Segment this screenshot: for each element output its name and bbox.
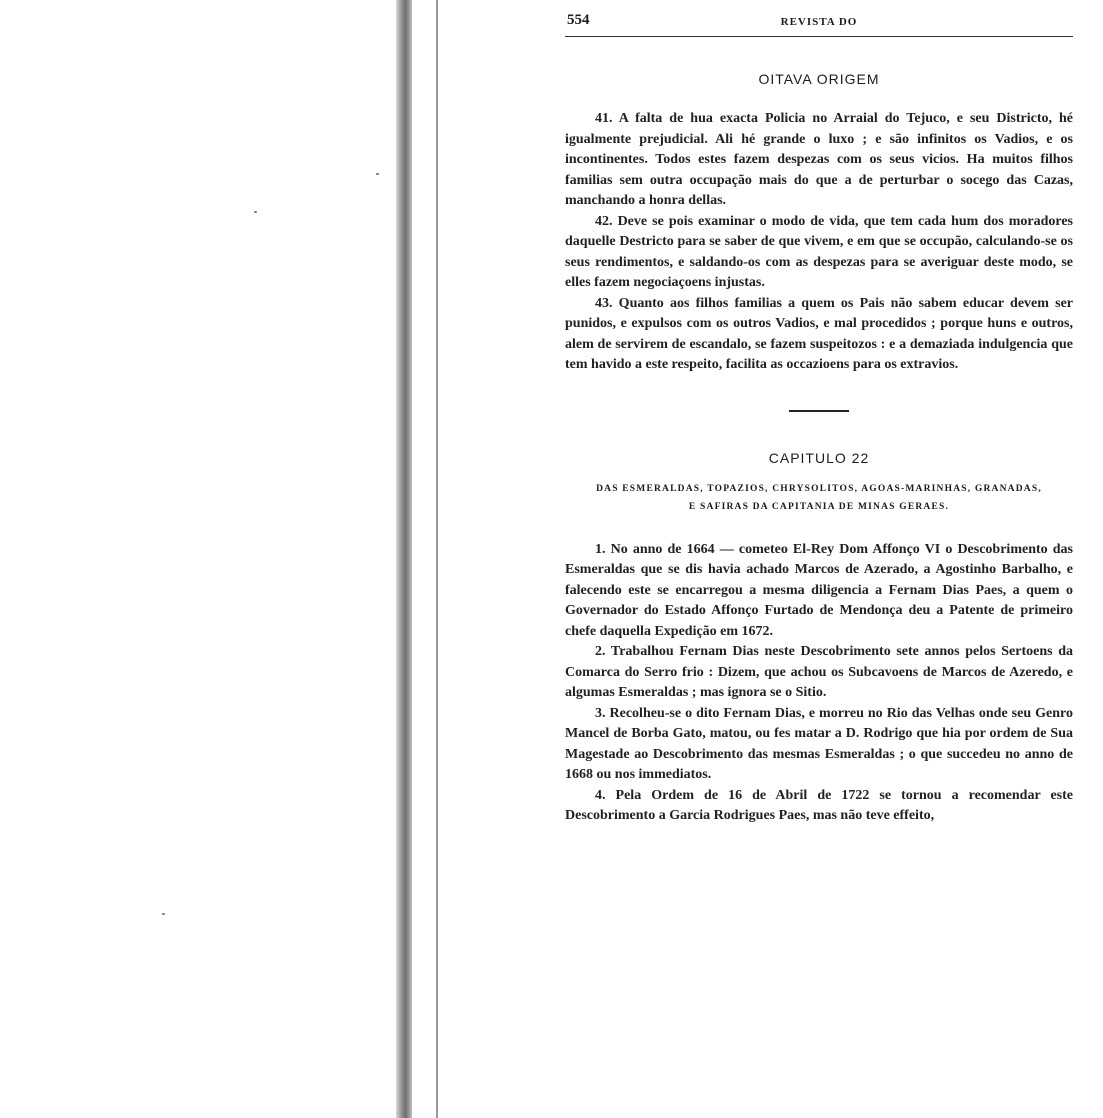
page-gutter-line xyxy=(436,0,438,1118)
book-page xyxy=(565,12,1073,827)
chapter-subtitle xyxy=(565,480,1073,516)
chapter-heading: CAPITULO 22 xyxy=(768,449,870,466)
paragraph-42: 42. Deve se pois examinar o modo de vida, que tem cada hum dos moradores daquelle Destricto para se saber de que vivem, e em que se occupão, calculando-se os seus rendimentos, e saldando-os com as despezas para se averiguar deste modo, se elles fazem negociaçoens injustas. xyxy=(565,213,1073,290)
speck xyxy=(254,211,257,213)
section-heading: OITAVA ORIGEM xyxy=(758,71,880,87)
section-divider xyxy=(789,410,849,412)
paragraph-3: 3. Recolheu-se o dito Fernam Dias, e morreu no Rio das Velhas onde seu Genro Mancel de Borba Gato, matou, ou fes matar a D. Rodrigo que hia por ordem de Sua Magestade ao Descobrimento das mesmas Esmeraldas ; o que succedeu no anno de 1668 ou nos immediatos. xyxy=(565,705,1073,782)
speck xyxy=(376,173,379,175)
page-number: 554 xyxy=(567,12,590,28)
paragraph-43: 43. Quanto aos filhos familias a quem os Pais não sabem educar devem ser punidos, e expulsos com os outros Vadios, e mal procedidos ; porque huns e outros, alem de servirem de escandalo, se fazem suspeitozos : e a demaziada indulgencia que tem havido a este respeito, facilita as occazioens para os extravios. xyxy=(565,295,1073,372)
speck xyxy=(162,913,165,915)
page-header xyxy=(565,12,1073,37)
paragraph-1: 1. No anno de 1664 — cometeo El-Rey Dom Affonço VI o Descobrimento das Esmeraldas que se dis havia achado Marcos de Azerado, a Agostinho Barbalho, e falecendo este se encarregou a mesma diligencia a Fernam Dias Paes, a quem o Governador do Estado Affonço Furtado de Mendonça deu a Patente de primeiro chefe daquella Expedição em 1672. xyxy=(565,541,1073,639)
running-title: REVISTA DO xyxy=(780,16,858,28)
paragraph-2: 2. Trabalhou Fernam Dias neste Descobrimento sete annos pelos Sertoens da Comarca do Serro frio : Dizem, que achou os Subcavoens de Marcos de Azeredo, e algumas Esmeraldas ; mas ignora se o Sitio. xyxy=(565,644,1073,700)
paragraph-4: 4. Pela Ordem de 16 de Abril de 1722 se tornou a recomendar este Descobrimento a Garcia Rodrigues Paes, mas não teve effeito, xyxy=(565,787,1073,823)
paragraph-41: 41. A falta de hua exacta Policia no Arraial do Tejuco, e seu Districto, hé igualmente prejudicial. Ali hé grande o luxo ; e são infinitos os Vadios, e os incontinentes. Todos estes fazem despezas com os seus vicios. Ha muitos filhos familias sem outra occupação mais do que a de perturbar o socego das Cazas, manchando a honra dellas. xyxy=(565,111,1073,208)
chapter-subtitle-line-1: DAS ESMERALDAS, TOPAZIOS, CHRYSOLITOS, AGOAS-MARINHAS, GRANADAS, xyxy=(596,483,1042,494)
chapter-subtitle-line-2: E SAFIRAS DA CAPITANIA DE MINAS GERAES. xyxy=(688,501,950,512)
page-gutter-shadow xyxy=(396,0,412,1118)
